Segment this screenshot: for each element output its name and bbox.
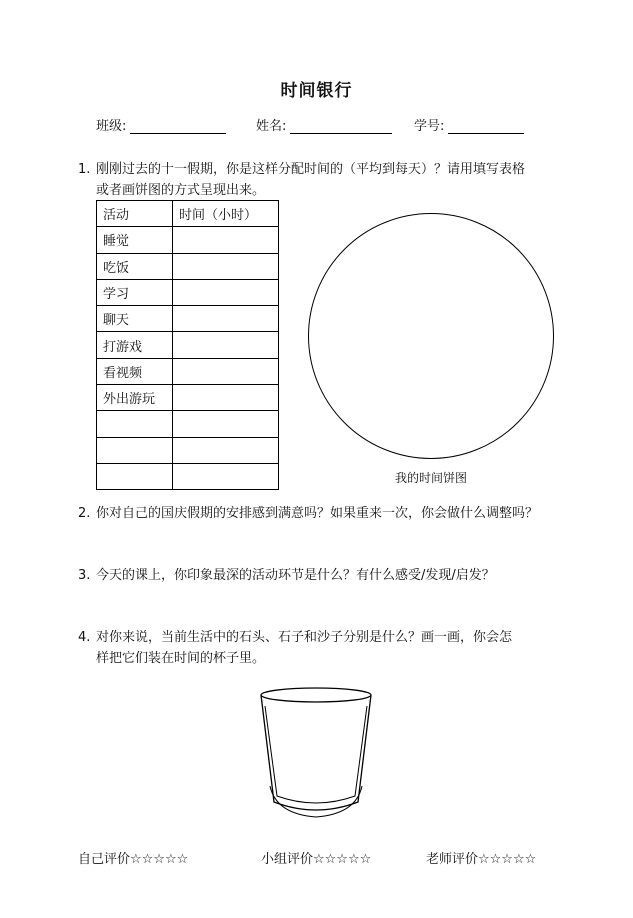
hours-cell[interactable] <box>173 332 279 358</box>
class-blank[interactable] <box>130 119 226 134</box>
question-1 <box>78 159 568 201</box>
activity-cell[interactable] <box>97 437 173 463</box>
activity-cell: 打游戏 <box>97 332 173 358</box>
cup-drawing-icon[interactable] <box>256 684 376 824</box>
question-4 <box>78 627 568 669</box>
hours-cell[interactable] <box>173 253 279 279</box>
name-field <box>256 115 392 134</box>
question-line: 你对自己的国庆假期的安排感到满意吗？如果重来一次，你会做什么调整吗？ <box>96 506 539 521</box>
teacher-evaluation[interactable]: 老师评价☆☆☆☆☆ <box>426 852 537 867</box>
question-line: 刚刚过去的十一假期，你是这样分配时间的（平均到每天）？请用填写表格 <box>96 162 526 177</box>
table-row <box>97 253 279 279</box>
question-2 <box>78 503 568 524</box>
hours-cell[interactable] <box>173 463 279 489</box>
activity-cell: 睡觉 <box>97 227 173 253</box>
hours-cell[interactable] <box>173 358 279 384</box>
table-row <box>97 385 279 411</box>
activity-cell[interactable] <box>97 411 173 437</box>
self-evaluation[interactable]: 自己评价☆☆☆☆☆ <box>78 852 189 867</box>
name-label: 姓名: <box>256 119 287 134</box>
time-allocation-table <box>96 200 279 490</box>
table-header-row <box>97 201 279 227</box>
table-row <box>97 227 279 253</box>
pie-chart-circle[interactable] <box>308 213 554 459</box>
hours-cell[interactable] <box>173 227 279 253</box>
student-id-blank[interactable] <box>448 119 524 134</box>
table-row <box>97 463 279 489</box>
class-field <box>96 115 226 134</box>
question-number: 4. <box>78 630 91 645</box>
table-row <box>97 279 279 305</box>
page-title: 时间银行 <box>280 81 353 101</box>
header-activity: 活动 <box>97 201 173 227</box>
activity-cell[interactable] <box>97 463 173 489</box>
hours-cell[interactable] <box>173 385 279 411</box>
student-id-label: 学号: <box>414 119 445 134</box>
question-line: 对你来说，当前生活中的石头、石子和沙子分别是什么？画一画，你会怎 <box>96 630 513 645</box>
name-blank[interactable] <box>290 119 392 134</box>
class-label: 班级: <box>96 119 127 134</box>
table-row <box>97 332 279 358</box>
activity-cell: 外出游玩 <box>97 385 173 411</box>
activity-cell: 看视频 <box>97 358 173 384</box>
question-number: 2. <box>78 506 91 521</box>
student-id-field <box>414 115 524 134</box>
question-line: 今天的课上，你印象最深的活动环节是什么？有什么感受/发现/启发？ <box>96 568 495 583</box>
question-3 <box>78 565 568 586</box>
table-row <box>97 411 279 437</box>
activity-cell: 聊天 <box>97 306 173 332</box>
hours-cell[interactable] <box>173 411 279 437</box>
hours-cell[interactable] <box>173 306 279 332</box>
question-number: 3. <box>78 568 91 583</box>
hours-cell[interactable] <box>173 437 279 463</box>
table-row <box>97 437 279 463</box>
question-line: 或者画饼图的方式呈现出来。 <box>96 183 266 198</box>
pie-chart-caption: 我的时间饼图 <box>394 471 467 485</box>
table-row <box>97 358 279 384</box>
header-hours: 时间（小时） <box>173 201 279 227</box>
activity-cell: 学习 <box>97 279 173 305</box>
activity-cell: 吃饭 <box>97 253 173 279</box>
table-row <box>97 306 279 332</box>
hours-cell[interactable] <box>173 279 279 305</box>
question-number: 1. <box>78 162 91 177</box>
question-line: 样把它们装在时间的杯子里。 <box>96 651 266 666</box>
group-evaluation[interactable]: 小组评价☆☆☆☆☆ <box>261 852 372 867</box>
